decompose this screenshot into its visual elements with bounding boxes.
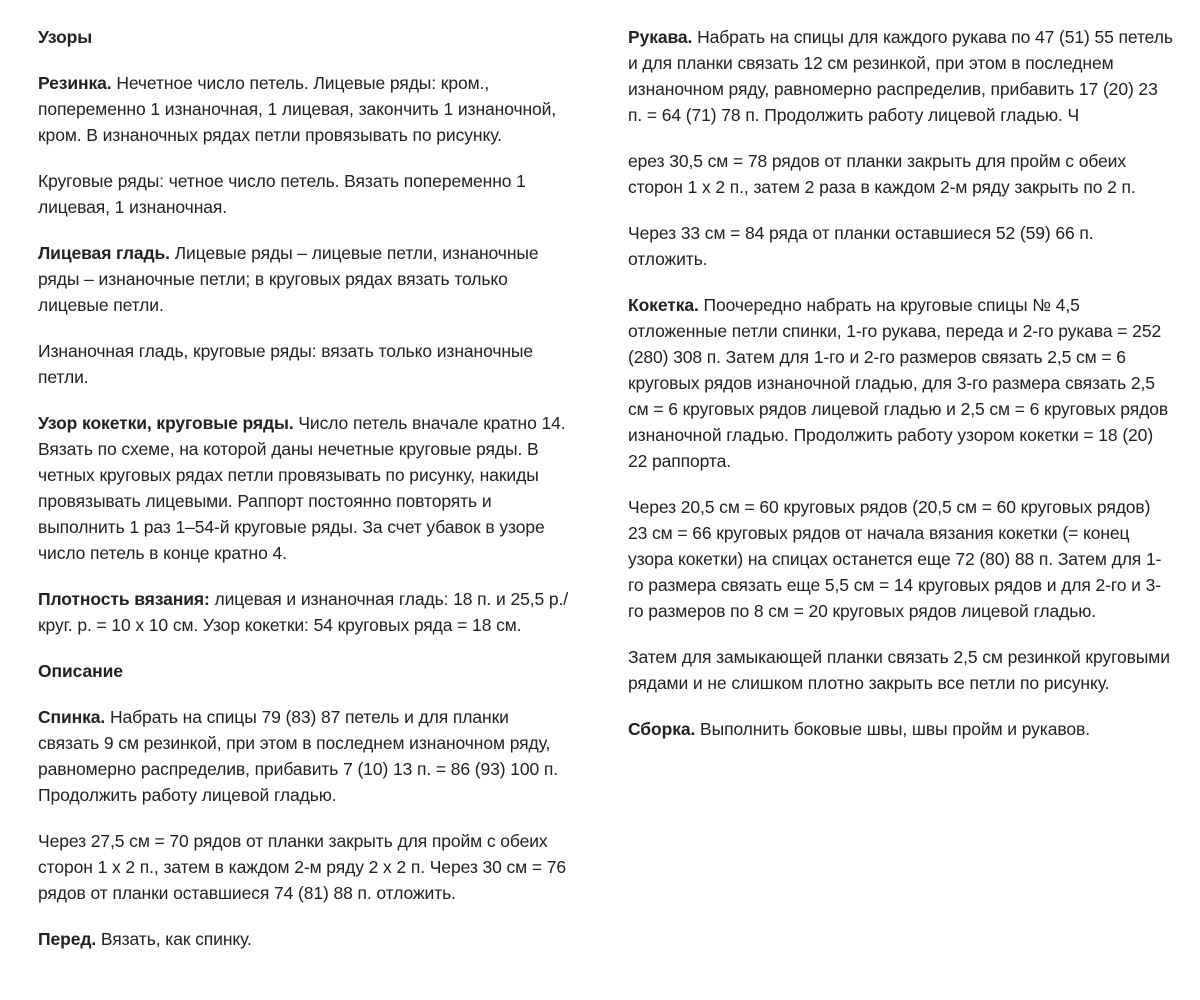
sleeves-hold-paragraph: Через 33 см = 84 ряда от планки оставшиеся 52 (59) 66 п. отложить. — [628, 223, 1094, 269]
yoke-continue-paragraph: Через 20,5 см = 60 круговых рядов (20,5 см = 60 круговых рядов) 23 см = 66 круговых рядов от начала вязания кокетки (= конец узора кокетки) на спицах останется еще 72 (80) 88 п. Затем для 1-го размера связать еще 5,5 см = 14 круговых рядов и для 2-го и 3-го размеров по 8 см = 20 круговых рядов лицевой гладью. — [628, 497, 1162, 621]
rib-text: Нечетное число петель. Лицевые ряды: кром., попеременно 1 изнаночная, 1 лицевая, закончить 1 изнаночной, кром. В изнаночных рядах петли провязывать по рисунку. — [38, 73, 557, 145]
front-text: Вязать, как спинку. — [96, 929, 252, 949]
sleeves-armhole-paragraph: ерез 30,5 см = 78 рядов от планки закрыть для пройм с обеих сторон 1 х 2 п., затем 2 раза в каждом 2-м ряду закрыть по 2 п. — [628, 151, 1136, 197]
sleeves-text: Набрать на спицы для каждого рукава по 47 (51) 55 петель и для планки связать 12 см резинкой, при этом в последнем изнаночном ряду, равномерно распределив, прибавить 17 (20) 23 п. = 64 (71) 78 п. Продолжить работу лицевой гладью. Ч — [628, 27, 1173, 125]
rib-paragraph — [38, 70, 573, 148]
back-paragraph — [38, 704, 573, 808]
closing-band-paragraph: Затем для замыкающей планки связать 2,5 см резинкой круговыми рядами и не слишком плотно закрыть все петли по рисунку. — [628, 647, 1170, 693]
sleeves-label: Рукава. — [628, 27, 693, 47]
stockinette-text: Лицевые ряды – лицевые петли, изнаночные ряды – изнаночные петли; в круговых рядах вязать только лицевые петли. — [38, 243, 539, 315]
reverse-stockinette-paragraph: Изнаночная гладь, круговые ряды: вязать только изнаночные петли. — [38, 341, 534, 387]
back-label: Спинка. — [38, 707, 106, 727]
yoke-paragraph — [628, 292, 1173, 474]
yoke-label: Кокетка. — [628, 295, 699, 315]
patterns-heading: Узоры — [38, 27, 93, 47]
back-text: Набрать на спицы 79 (83) 87 петель и для планки связать 9 см резинкой, при этом в последнем изнаночном ряду, равномерно распределив, прибавить 7 (10) 13 п. = 86 (93) 100 п. Продолжить работу лицевой гладью. — [38, 707, 559, 805]
rib-label: Резинка. — [38, 73, 112, 93]
assembly-label: Сборка. — [628, 719, 696, 739]
yoke-pattern-label: Узор кокетки, круговые ряды. — [38, 413, 294, 433]
stockinette-paragraph — [38, 240, 573, 318]
back-armhole-paragraph: Через 27,5 см = 70 рядов от планки закрыть для пройм с обеих сторон 1 х 2 п., затем в каждом 2-м ряду 2 х 2 п. Через 30 см = 76 рядов от планки оставшиеся 74 (81) 88 п. отложить. — [38, 831, 567, 903]
assembly-paragraph — [628, 716, 1173, 742]
yoke-text: Поочередно набрать на круговые спицы № 4,5 отложенные петли спинки, 1-го рукава, переда и 2-го рукава = 252 (280) 308 п. Затем для 1-го и 2-го размеров связать 2,5 см = 6 круговых рядов изнаночной гладью, для 3-го размера связать 2,5 см = 6 круговых рядов лицевой гладью и 2,5 см = 6 круговых рядов изнаночной гладью. Продолжить работу узором кокетки = 18 (20) 22 раппорта. — [628, 295, 1169, 471]
sleeves-paragraph — [628, 24, 1173, 128]
gauge-paragraph — [38, 586, 573, 638]
gauge-text: лицевая и изнаночная гладь: 18 п. и 25,5 р./круг. р. = 10 х 10 см. Узор кокетки: 54 круговых ряда = 18 см. — [38, 589, 569, 635]
rib-round-paragraph: Круговые ряды: четное число петель. Вязать попеременно 1 лицевая, 1 изнаночная. — [38, 171, 526, 217]
right-column — [628, 24, 1173, 762]
stockinette-label: Лицевая гладь. — [38, 243, 170, 263]
description-heading: Описание — [38, 661, 123, 681]
yoke-pattern-text: Число петель вначале кратно 14. Вязать по схеме, на которой даны нечетные круговые ряды. В четных круговых рядах петли провязывать по рисунку, накиды провязывать лицевыми. Раппорт постоянно повторять и выполнить 1 раз 1–54-й круговые ряды. За счет убавок в узоре число петель в конце кратно 4. — [38, 413, 566, 563]
left-column — [38, 24, 573, 972]
yoke-pattern-paragraph — [38, 410, 573, 566]
assembly-text: Выполнить боковые швы, швы пройм и рукавов. — [695, 719, 1090, 739]
front-paragraph — [38, 926, 573, 952]
gauge-label: Плотность вязания: — [38, 589, 210, 609]
front-label: Перед. — [38, 929, 97, 949]
